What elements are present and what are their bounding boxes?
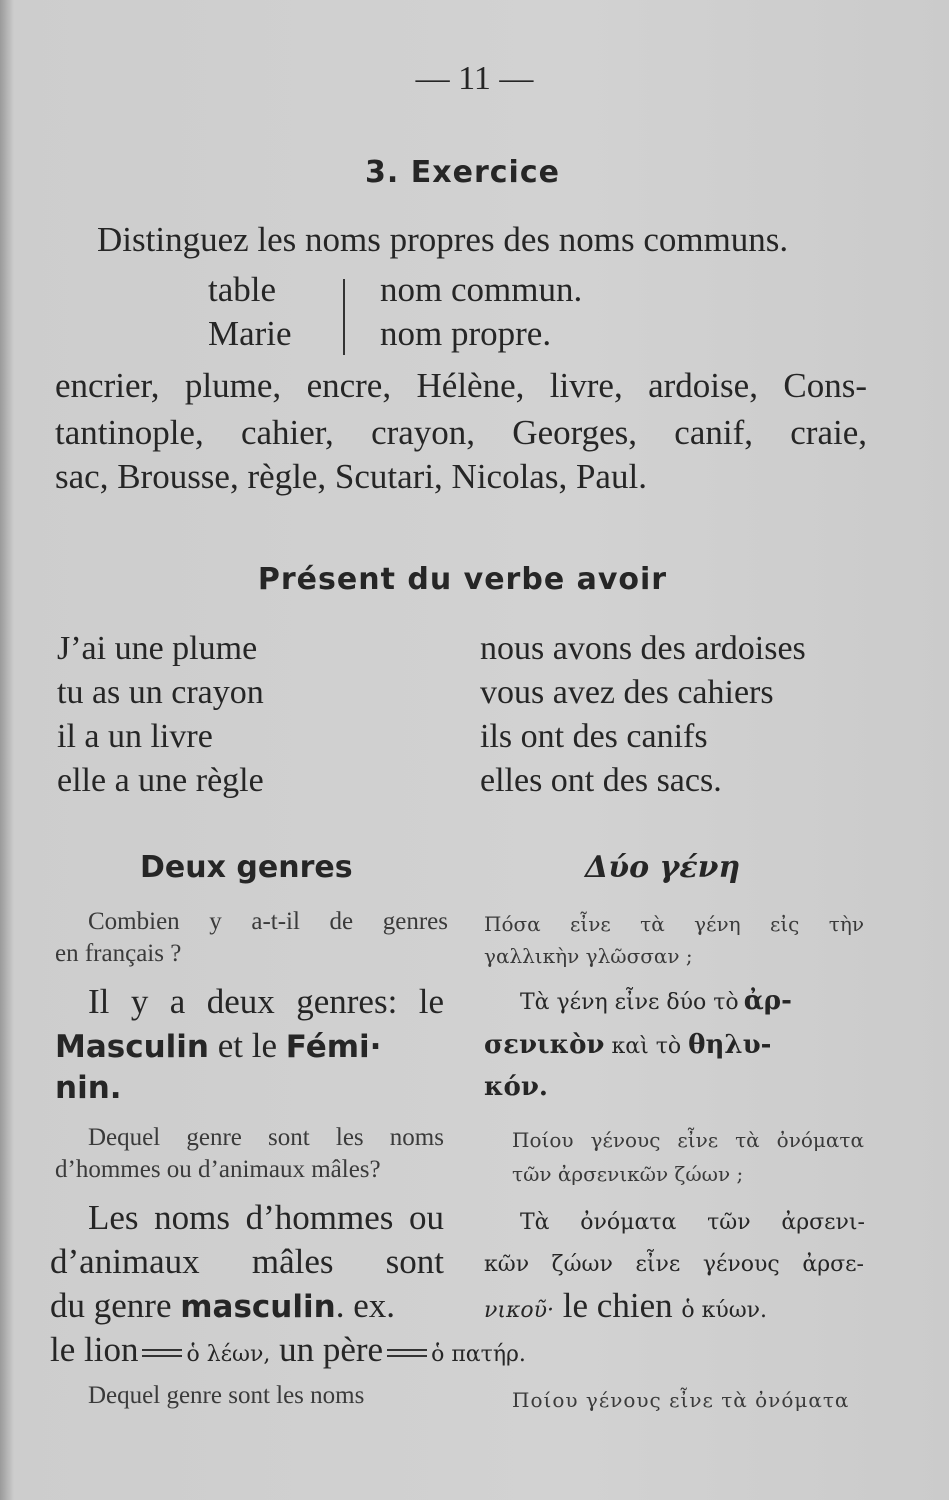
answer-fr: d’animaux mâles sont: [50, 1242, 444, 1281]
question-gr: Ποίου γένους εἶνε τὰ ὀνόματα: [512, 1128, 864, 1152]
conjugation-singular: tu as un crayon: [57, 674, 264, 711]
conjugation-singular: J’ai une plume: [57, 630, 258, 667]
answer-fr-line2: [55, 1026, 445, 1066]
conjugation-plural: ils ont des canifs: [480, 718, 708, 755]
example-type-common: nom commun.: [380, 270, 583, 309]
masculin-term: Masculin: [55, 1029, 209, 1065]
masculin-term: masculin: [180, 1289, 336, 1325]
arsenikon-term: σενικὸν: [484, 1030, 605, 1060]
example-fr: le lion: [50, 1330, 139, 1369]
present-title: Présent du verbe avoir: [257, 562, 668, 597]
example-divider: [343, 279, 345, 355]
conjugation-plural: nous avons des ardoises: [480, 630, 806, 667]
answer-gr-line2: [484, 1030, 864, 1060]
answer-fr-connector: et le: [209, 1026, 286, 1065]
answer-fr: Les noms d’hommes ou: [88, 1198, 444, 1237]
thelykon-term: κόν.: [484, 1072, 548, 1102]
exercise-title: 3. Exercice: [365, 155, 560, 190]
question-gr: Ποίου γένους εἶνε τὰ ὀνόματα: [512, 1388, 850, 1412]
question-fr: Dequel genre sont les noms: [88, 1124, 444, 1151]
answer-fr: Il y a deux genres: le: [88, 982, 444, 1021]
answer-fr-line3: [50, 1286, 395, 1326]
example-word-table: table: [208, 270, 277, 309]
answer-gr-line3: [484, 1286, 767, 1326]
answer-gr-text: ὁ κύων.: [681, 1298, 768, 1323]
french-section-title: Deux genres: [140, 850, 353, 885]
answer-gr-text: Τὰ γένη εἶνε δύο τὸ: [520, 990, 739, 1015]
example-gr: ὁ πατήρ.: [431, 1342, 526, 1367]
exercise-instruction: Distinguez les noms propres des noms communs.: [97, 220, 789, 259]
answer-fr-text: . ex.: [335, 1286, 395, 1325]
question-gr: Πόσα εἶνε τὰ γένη εἰς τὴν: [484, 912, 864, 936]
equals-sign: [387, 1349, 427, 1357]
conjugation-singular: elle a une règle: [57, 762, 264, 799]
page-number: — 11 —: [415, 60, 534, 97]
arsenikon-term: ἀρ-: [743, 986, 792, 1016]
answer-gr-connector: καὶ τὸ: [604, 1034, 689, 1059]
question-gr: γαλλικὴν γλῶσσαν ;: [484, 944, 693, 968]
answer-gr: κῶν ζώων εἶνε γένους ἀρσε-: [484, 1252, 864, 1277]
answer-fr-text: du genre: [50, 1286, 181, 1325]
answer-fr-inline: le chien: [554, 1286, 682, 1325]
conjugation-singular: il a un livre: [57, 718, 213, 755]
feminin-term-end: nin.: [55, 1070, 122, 1106]
conjugation-plural: elles ont des sacs.: [480, 762, 722, 799]
word-list-line: sac, Brousse, règle, Scutari, Nicolas, Paul.: [55, 457, 647, 496]
feminin-term: Fémi·: [285, 1029, 382, 1065]
answer-gr-text: νικοῦ·: [484, 1298, 555, 1323]
thelykon-term: θηλυ-: [688, 1030, 772, 1060]
answer-gr: Τὰ ὀνόματα τῶν ἀρσενι-: [520, 1210, 865, 1235]
example-fr: un père: [270, 1330, 384, 1369]
example-word-marie: Marie: [208, 314, 292, 353]
question-fr: Combien y a-t-il de genres: [88, 908, 448, 935]
equals-sign: [142, 1349, 182, 1357]
greek-section-title: Δύο γένη: [585, 850, 741, 885]
example-line: [50, 1330, 526, 1370]
question-fr: en français ?: [55, 940, 182, 967]
conjugation-plural: vous avez des cahiers: [480, 674, 774, 711]
word-list-line: encrier, plume, encre, Hélène, livre, ardoise, Cons-: [55, 366, 867, 405]
word-list-line: tantinople, cahier, crayon, Georges, canif, craie,: [55, 413, 867, 452]
question-fr: Dequel genre sont les noms: [88, 1382, 365, 1409]
answer-gr-line3: [484, 1072, 548, 1102]
answer-gr-line1: [520, 986, 865, 1016]
example-type-proper: nom propre.: [380, 314, 552, 353]
question-fr: d’hommes ou d’animaux mâles?: [55, 1156, 381, 1183]
question-gr: τῶν ἀρσενικῶν ζώων ;: [512, 1162, 744, 1186]
example-gr: ὁ λέων,: [186, 1342, 271, 1367]
